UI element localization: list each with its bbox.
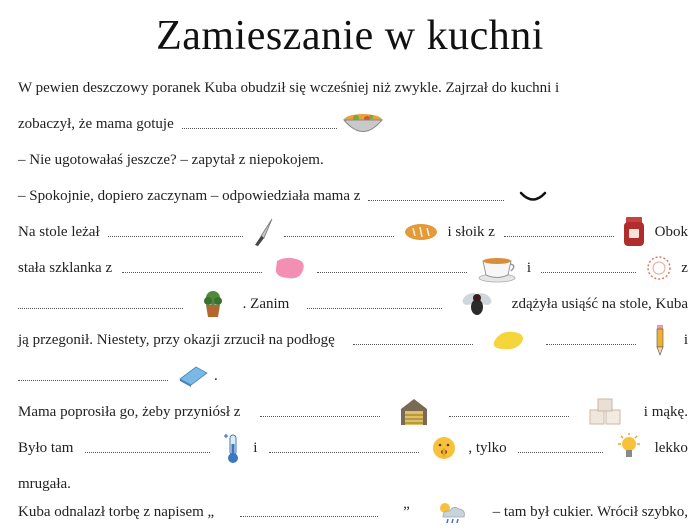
blank-line[interactable] (284, 222, 394, 237)
weather-icon (435, 499, 467, 525)
text-fragment: lekko (654, 440, 688, 456)
shushing-face-icon (431, 435, 457, 461)
text-fragment: ją przegonił. Niestety, przy okazji zrzucił na podłogę (18, 332, 335, 348)
blank-line[interactable] (182, 114, 337, 129)
blank-line[interactable] (85, 438, 210, 453)
blank-line[interactable] (269, 438, 419, 453)
text-line (18, 322, 688, 358)
text-fragment: i (253, 440, 258, 456)
blank-line[interactable] (122, 258, 262, 273)
text-line (18, 430, 688, 466)
text-line (18, 178, 688, 214)
garage-icon (399, 397, 429, 427)
text-line (18, 358, 688, 394)
text-line (18, 106, 688, 142)
blank-line[interactable] (317, 258, 467, 273)
text-fragment: zdążyła usiąść na stole, Kuba (511, 296, 688, 312)
text-line (18, 142, 688, 178)
knife-icon (252, 217, 276, 247)
jam-jar-icon (622, 216, 646, 248)
text-line (18, 394, 688, 430)
page-title: Zamieszanie w kuchni (156, 13, 544, 59)
text-fragment: Mama poprosiła go, żeby przyniósł z (18, 404, 241, 420)
lightbulb-icon (615, 433, 643, 463)
text-fragment: i (526, 260, 532, 276)
fly-icon (460, 289, 494, 319)
blank-line[interactable] (260, 402, 380, 417)
pencil-icon (654, 324, 666, 356)
text-fragment: zobaczył, że mama gotuje (18, 116, 174, 132)
ham-icon (272, 255, 308, 281)
text-fragment: Obok (654, 224, 688, 240)
blank-line[interactable] (353, 330, 473, 345)
blank-line[interactable] (18, 294, 183, 309)
text-fragment: i słoik z (447, 224, 495, 240)
blank-line[interactable] (504, 222, 614, 237)
text-line (18, 494, 688, 530)
text-fragment: . (214, 368, 218, 384)
text-fragment: – Nie ugotowałaś jeszcze? – zapytał z niepokojem. (18, 152, 324, 168)
text-fragment: z (681, 260, 688, 276)
text-fragment: stała szklanka z (18, 260, 113, 276)
text-fragment: Kuba odnalazł torbę z napisem „ (18, 504, 215, 520)
eraser-icon (176, 364, 210, 388)
text-line (18, 70, 688, 106)
text-fragment: W pewien deszczowy poranek Kuba obudził się wcześniej niż zwykle. Zajrzał do kuchni i (18, 80, 560, 96)
sugar-cubes-icon (588, 398, 624, 426)
potted-plant-icon (201, 289, 225, 319)
blank-line[interactable] (18, 366, 168, 381)
bread-icon (403, 221, 439, 243)
blank-line[interactable] (546, 330, 636, 345)
blank-line[interactable] (307, 294, 442, 309)
blank-line[interactable] (108, 222, 243, 237)
text-fragment: mrugała. (18, 476, 71, 492)
blank-line[interactable] (541, 258, 636, 273)
blank-line[interactable] (368, 186, 504, 201)
text-fragment: Było tam (18, 440, 74, 456)
text-line (18, 286, 688, 322)
thermometer-icon (222, 432, 242, 464)
cheese-icon (490, 328, 528, 352)
text-fragment: . Zanim (242, 296, 290, 312)
text-fragment: i (683, 332, 688, 348)
tea-cup-icon (477, 253, 517, 283)
text-fragment: – tam był cukier. Wrócił szybko, (492, 504, 688, 520)
smile-icon (518, 186, 548, 206)
text-fragment: – Spokojnie, dopiero zaczynam – odpowiedziała mama z (18, 188, 361, 204)
text-line (18, 214, 688, 250)
blank-line[interactable] (518, 438, 603, 453)
text-fragment: i mąkę. (643, 404, 688, 420)
text-fragment: Na stole leżał (18, 224, 100, 240)
soup-bowl-icon (341, 109, 385, 139)
text-fragment: ” (403, 504, 410, 520)
plate-icon (646, 255, 672, 281)
text-fragment: , tylko (468, 440, 507, 456)
blank-line[interactable] (240, 502, 378, 517)
text-line (18, 250, 688, 286)
blank-line[interactable] (449, 402, 569, 417)
